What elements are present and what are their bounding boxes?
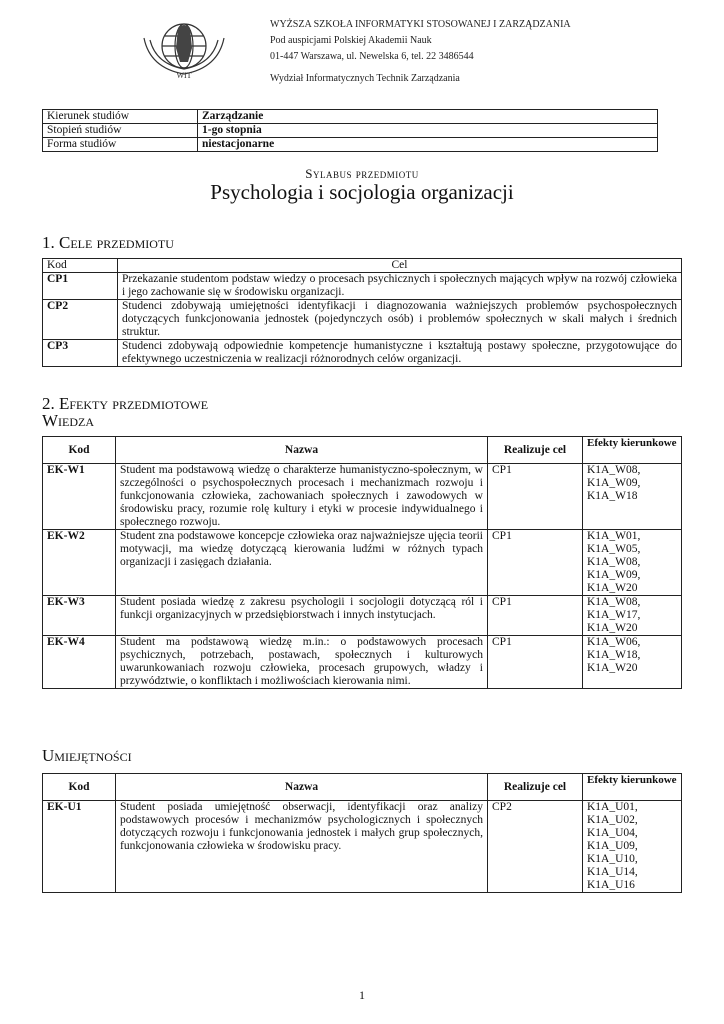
col-kod: Kod [43, 774, 116, 801]
goal-code: CP1 [43, 273, 118, 300]
table-row [43, 596, 682, 636]
knowledge-table [42, 436, 682, 689]
col-realizuje: Realizuje cel [488, 437, 583, 464]
effect-outcomes: K1A_U01, K1A_U02, K1A_U04, K1A_U09, K1A_U10, K1A_U14, K1A_U16 [583, 801, 682, 893]
faculty-name: Wydział Informatycznych Technik Zarządzania [270, 73, 460, 84]
table-row [43, 464, 682, 530]
institution-patronage: Pod auspicjami Polskiej Akademii Nauk [270, 35, 432, 46]
page-number: 1 [359, 988, 365, 1002]
page-title: Psychologia i socjologia organizacji [210, 180, 514, 204]
effect-description: Student ma podstawową wiedzę o charakterze humanistyczno-społecznym, w szczególności o psychospołecznych procesach i mechanizmach rozwoju i funkcjonowania człowieka, zachowaniach społecznych i zawodowych w środowisku pracy, rozumie rolę kultury i etyki w procesie indywidualnego i społecznego rozwoju. [116, 464, 488, 530]
info-label: Kierunek studiów [43, 110, 198, 124]
col-efekty: Efekty kierunkowe [583, 774, 682, 801]
info-label: Forma studiów [43, 138, 198, 152]
effect-description: Student posiada wiedzę z zakresu psychologii i socjologii dotyczącą ról i funkcji organizacyjnych w przedsiębiorstwach i innych instytucjach. [116, 596, 488, 636]
goal-text: Przekazanie studentom podstaw wiedzy o procesach psychicznych i społecznych mających wpływ na rozwój człowieka i jego zachowanie się w środowisku organizacji. [118, 273, 682, 300]
effect-outcomes: K1A_W01, K1A_W05, K1A_W08, K1A_W09, K1A_W20 [583, 530, 682, 596]
subsection-heading-umiejetnosci: Umiejętności [42, 746, 132, 765]
effect-goal: CP1 [488, 596, 583, 636]
effect-description: Student posiada umiejętność obserwacji, identyfikacji oraz analizy podstawowych procesów i mechanizmów psychologicznych i społecznych dotyczących rozwoju i funkcjonowania jednostek i małych grup społecznych, funkcjonowania człowieka w środowisku pracy. [116, 801, 488, 893]
sylabus-label: Sylabus przedmiotu [305, 166, 419, 181]
col-nazwa: Nazwa [116, 437, 488, 464]
table-row [43, 300, 682, 340]
institution-name: WYŻSZA SZKOŁA INFORMATYKI STOSOWANEJ I ZARZĄDZANIA [270, 19, 571, 30]
table-row [43, 124, 658, 138]
info-value: niestacjonarne [198, 138, 658, 152]
col-kod: Kod [43, 259, 118, 273]
goal-code: CP2 [43, 300, 118, 340]
logo-text: WIT [176, 71, 192, 80]
effect-goal: CP1 [488, 636, 583, 689]
table-row [43, 273, 682, 300]
info-value: 1-go stopnia [198, 124, 658, 138]
table-header-row [43, 774, 682, 801]
study-info-table [42, 109, 658, 152]
effect-code: EK-W1 [43, 464, 116, 530]
effect-description: Student ma podstawową wiedzę m.in.: o podstawowych procesach psychicznych, potrzebach, postawach, społecznych i kulturowych uwarunkowaniach rozwoju człowieka, procesach grupowych, władzy i przywództwie, o konfliktach i możliwościach kierowania nimi. [116, 636, 488, 689]
table-row [43, 636, 682, 689]
effect-goal: CP2 [488, 801, 583, 893]
table-row [43, 138, 658, 152]
col-efekty: Efekty kierunkowe [583, 437, 682, 464]
university-logo [138, 18, 230, 80]
effect-goal: CP1 [488, 530, 583, 596]
table-row [43, 530, 682, 596]
goal-code: CP3 [43, 340, 118, 367]
section-heading-cele: 1. Cele przedmiotu [42, 233, 174, 252]
goal-text: Studenci zdobywają umiejętności identyfikacji i diagnozowania ważniejszych problemów psychospołecznych dotyczących funkcjonowania jednostek (pojedynczych osób) i problemów społecznych w skali małych i średnich struktur. [118, 300, 682, 340]
table-header-row [43, 437, 682, 464]
col-nazwa: Nazwa [116, 774, 488, 801]
effect-outcomes: K1A_W08, K1A_W09, K1A_W18 [583, 464, 682, 530]
info-label: Stopień studiów [43, 124, 198, 138]
col-cel: Cel [118, 259, 682, 273]
effect-code: EK-U1 [43, 801, 116, 893]
effect-outcomes: K1A_W08, K1A_W17, K1A_W20 [583, 596, 682, 636]
table-row [43, 801, 682, 893]
institution-address: 01-447 Warszawa, ul. Newelska 6, tel. 22 3486544 [270, 51, 474, 62]
table-row [43, 340, 682, 367]
goal-text: Studenci zdobywają odpowiednie kompetencje humanistyczne i kształtują postawy społeczne, przygotowujące do efektywnego uczestniczenia w realizacji różnorodnych celów organizacji. [118, 340, 682, 367]
table-row [43, 110, 658, 124]
effect-code: EK-W3 [43, 596, 116, 636]
col-kod: Kod [43, 437, 116, 464]
effect-description: Student zna podstawowe koncepcje człowieka oraz najważniejsze ujęcia teorii motywacji, ma wiedzę dotyczącą kierowania ludźmi w różnych typach organizacji i zasięgach działania. [116, 530, 488, 596]
effect-goal: CP1 [488, 464, 583, 530]
table-header-row [43, 259, 682, 273]
goals-table [42, 258, 682, 367]
institution-header [270, 20, 571, 90]
effect-code: EK-W4 [43, 636, 116, 689]
skills-table [42, 773, 682, 893]
col-realizuje: Realizuje cel [488, 774, 583, 801]
effect-code: EK-W2 [43, 530, 116, 596]
info-value: Zarządzanie [198, 110, 658, 124]
section-heading-efekty: 2. Efekty przedmiotowe [42, 394, 209, 413]
subsection-heading-wiedza: Wiedza [42, 411, 95, 430]
effect-outcomes: K1A_W06, K1A_W18, K1A_W20 [583, 636, 682, 689]
